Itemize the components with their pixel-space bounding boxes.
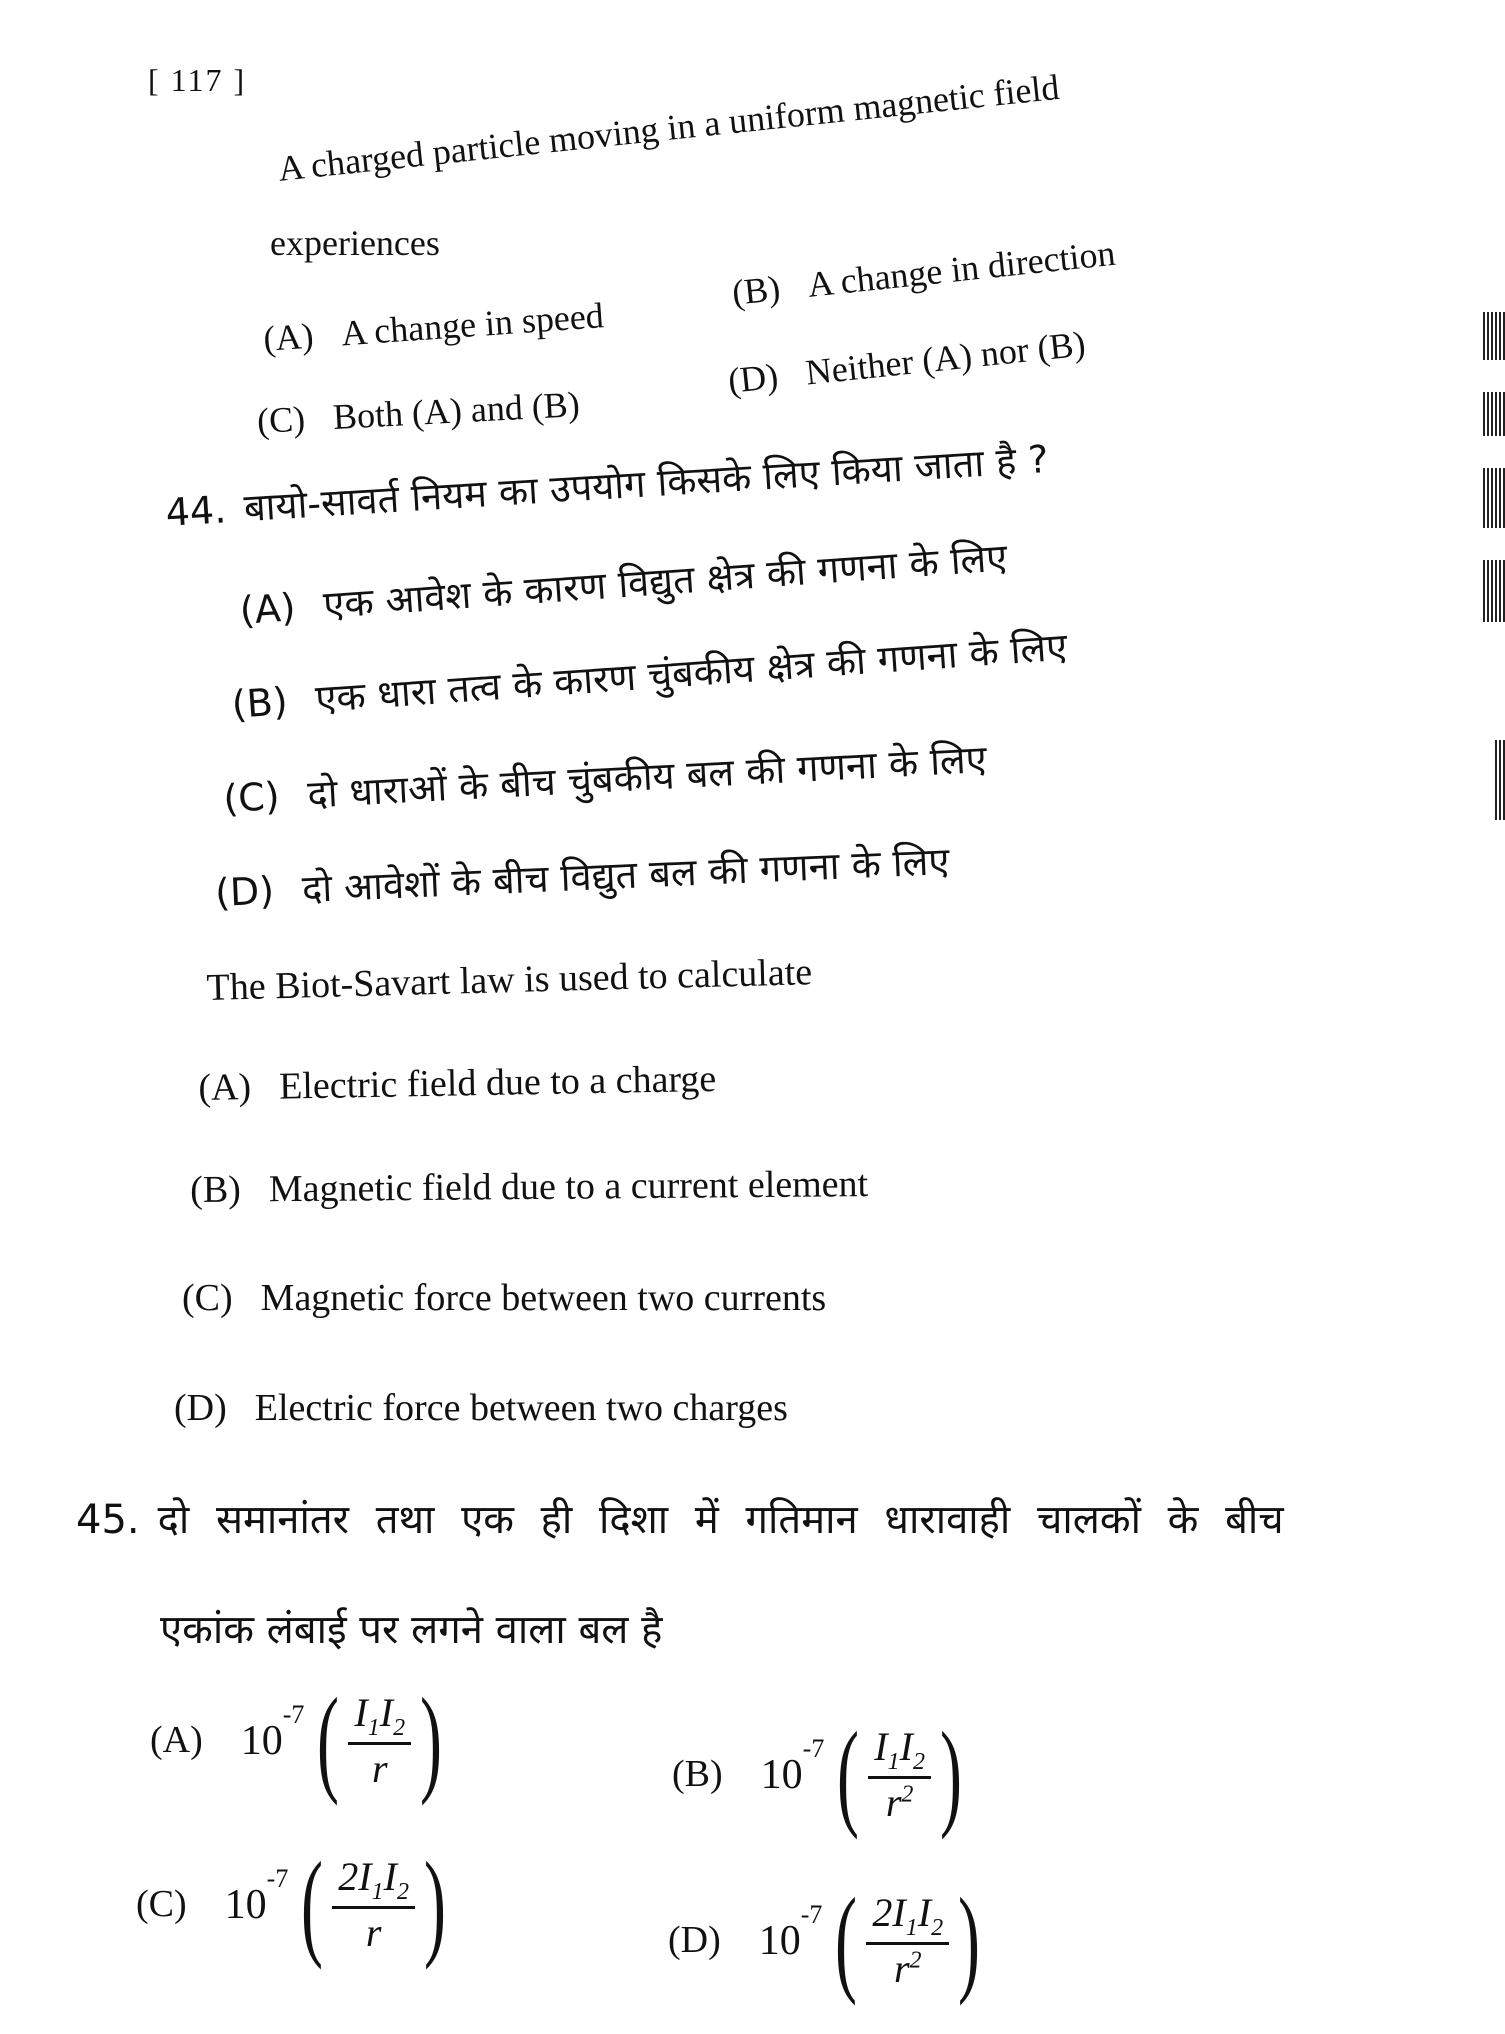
formula-fraction: ( $\frac{2I_1I_2}{r^2}$ ) <box>835 1873 981 2006</box>
q43-option-a[interactable] <box>262 294 605 360</box>
option-label: (C) <box>256 398 307 441</box>
option-text: एक आवेश के कारण विद्युत क्षेत्र की गणना के लिए <box>321 535 1009 628</box>
option-text: Electric field due to a charge <box>278 1057 717 1108</box>
q43-option-c[interactable] <box>256 383 581 442</box>
option-text: Magnetic field due to a current element <box>268 1163 869 1211</box>
question-number: 44. <box>164 487 228 535</box>
formula-fraction: ( $\frac{2I_1I_2}{r}$ ) <box>301 1837 446 1970</box>
q44-english-option-c[interactable] <box>182 1276 826 1320</box>
option-text: Magnetic force between two currents <box>260 1277 827 1319</box>
q43-option-d[interactable] <box>726 322 1087 401</box>
option-text: दो धाराओं के बीच चुंबकीय बल की गणना के लिए <box>306 736 988 817</box>
option-label: (B) <box>190 1168 242 1211</box>
q45-option-a[interactable] <box>150 1673 451 1806</box>
option-label: (B) <box>730 267 783 313</box>
option-label: (D) <box>174 1387 227 1429</box>
option-label: (C) <box>136 1883 187 1925</box>
q45-option-b[interactable] <box>672 1707 971 1840</box>
option-text: A change in direction <box>805 232 1118 305</box>
option-text: Electric force between two charges <box>254 1387 788 1429</box>
scan-mark <box>1483 392 1505 436</box>
scan-mark <box>1495 740 1505 820</box>
option-label: (C) <box>182 1277 233 1319</box>
option-label: (B) <box>672 1753 723 1795</box>
q44-hindi-question <box>164 432 1050 538</box>
q45-hindi-line1 <box>76 1490 1284 1545</box>
q44-english-option-d[interactable] <box>174 1386 788 1430</box>
option-text: Both (A) and (B) <box>331 384 581 437</box>
option-label: (D) <box>214 868 276 915</box>
q44-english-option-a[interactable] <box>198 1057 717 1110</box>
option-text: A change in speed <box>339 295 605 354</box>
formula-fraction: ( $\frac{I_1I_2}{r}$ ) <box>317 1673 443 1806</box>
option-label: (D) <box>726 355 780 401</box>
formula-coefficient: $10^{-7}$ <box>224 1863 289 1928</box>
q44-english-question: The Biot-Savart law is used to calculate <box>206 951 813 1009</box>
option-label: (A) <box>150 1719 203 1761</box>
option-text: Neither (A) nor (B) <box>803 323 1088 393</box>
q44-english-option-b[interactable] <box>190 1162 868 1212</box>
q44-hindi-option-b[interactable] <box>230 620 1069 730</box>
q44-hindi-option-c[interactable] <box>222 732 988 824</box>
scan-mark <box>1483 312 1505 360</box>
question-text: बायो-सावर्त नियम का उपयोग किसके लिए किया जाता है ? <box>242 437 1050 531</box>
q45-option-d[interactable] <box>668 1873 989 2006</box>
option-label: (B) <box>230 679 290 727</box>
option-label: (C) <box>222 774 281 821</box>
question-text: दो समानांतर तथा एक ही दिशा में गतिमान धारावाही चालकों के बीच <box>157 1497 1284 1543</box>
formula-coefficient: $10^{-7}$ <box>760 1733 825 1798</box>
question-number: 45. <box>76 1497 140 1543</box>
formula-fraction: ( $\frac{I_1I_2}{r^2}$ ) <box>837 1707 962 1840</box>
q43-text-line2: experiences <box>270 223 440 263</box>
q45-hindi-line2: एकांक लंबाई पर लगने वाला बल है <box>160 1607 663 1653</box>
option-text: एक धारा तत्व के कारण चुंबकीय क्षेत्र की गणना के लिए <box>313 624 1069 722</box>
option-label: (A) <box>198 1066 252 1109</box>
scan-mark <box>1483 468 1505 528</box>
q43-text-line1: A charged particle moving in a uniform magnetic field <box>276 66 1062 189</box>
q44-hindi-option-d[interactable] <box>214 834 950 918</box>
option-label: (A) <box>238 585 297 633</box>
formula-coefficient: $10^{-7}$ <box>240 1699 305 1764</box>
page-number: [ 117 ] <box>148 62 247 98</box>
scan-mark <box>1483 560 1505 622</box>
option-text: दो आवेशों के बीच विद्युत बल की गणना के लिए <box>301 838 951 912</box>
option-label: (D) <box>668 1919 721 1961</box>
formula-coefficient: $10^{-7}$ <box>758 1899 823 1964</box>
q45-option-c[interactable] <box>136 1837 455 1970</box>
q44-hindi-option-a[interactable] <box>238 530 1009 636</box>
option-label: (A) <box>262 315 315 359</box>
q43-option-b[interactable] <box>730 232 1117 314</box>
